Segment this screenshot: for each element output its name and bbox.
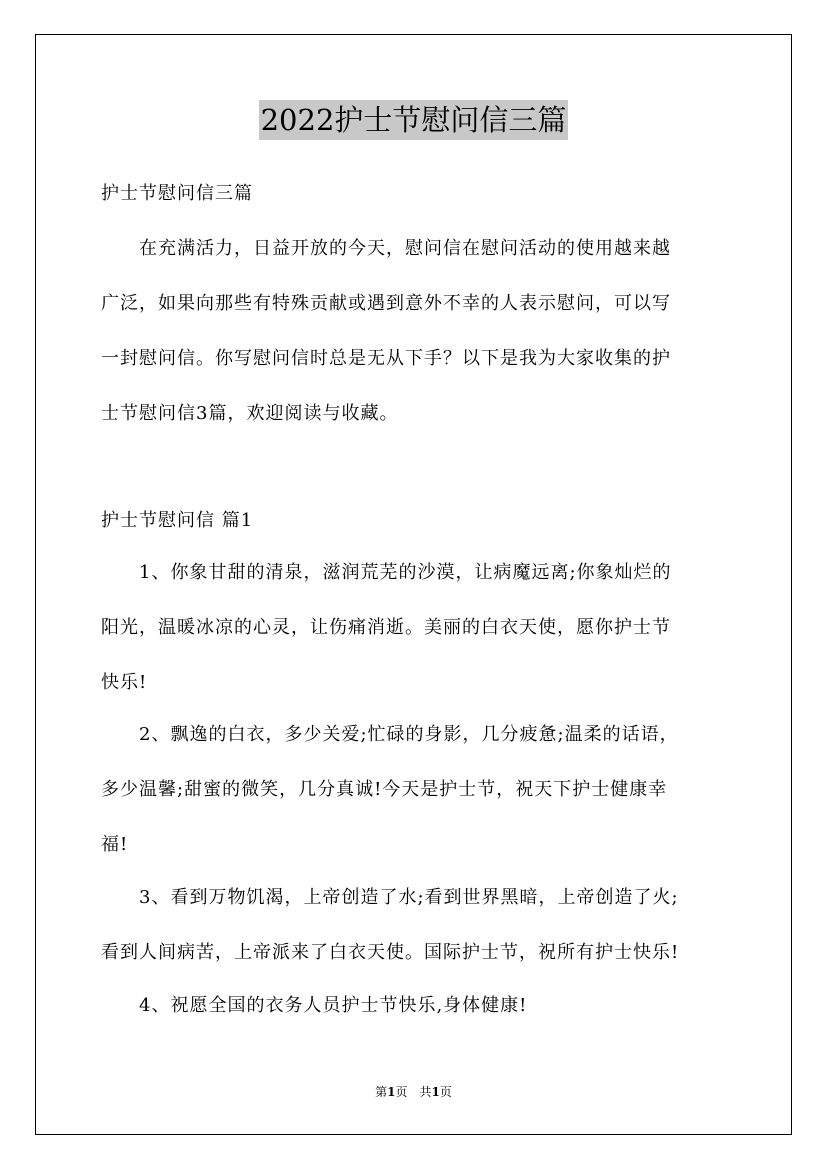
subtitle-line: 护士节慰问信三篇	[101, 183, 253, 204]
title-container	[0, 100, 827, 140]
wish-item-1	[101, 545, 727, 710]
wish-item-2	[101, 707, 727, 872]
footer-page-current: 1	[387, 1085, 396, 1099]
wish-line: 3、看到万物饥渴，上帝创造了水;看到世界黑暗，上帝创造了火;	[101, 887, 679, 908]
document-title: 2022护士节慰问信三篇	[259, 100, 569, 140]
footer-page-prefix: 第	[375, 1085, 388, 1099]
footer-page-mid: 页 共	[395, 1085, 432, 1099]
footer-page-total: 1	[431, 1085, 440, 1099]
wish-line: 阳光，温暖冰凉的心灵，让伤痛消逝。美丽的白衣天使，愿你护士节	[101, 617, 671, 638]
document-subtitle	[101, 166, 727, 221]
wish-line: 2、飘逸的白衣，多少关爱;忙碌的身影，几分疲惫;温柔的话语，	[101, 724, 679, 745]
wish-item-3	[101, 870, 727, 980]
wish-line: 多少温馨;甜蜜的微笑，几分真诚!今天是护士节，祝天下护士健康幸	[101, 779, 668, 800]
intro-line: 在充满活力，日益开放的今天，慰问信在慰问活动的使用越来越	[101, 238, 671, 259]
intro-line: 广泛，如果向那些有特殊贡献或遇到意外不幸的人表示慰问，可以写	[101, 293, 671, 314]
wish-item-4	[101, 978, 727, 1033]
wish-line: 快乐!	[101, 672, 148, 693]
intro-line: 士节慰问信3篇，欢迎阅读与收藏。	[101, 403, 399, 424]
section-heading	[101, 493, 727, 548]
section-heading-line: 护士节慰问信 篇1	[101, 510, 254, 531]
intro-paragraph	[101, 221, 727, 441]
wish-line: 4、祝愿全国的衣务人员护士节快乐,身体健康!	[101, 995, 528, 1016]
wish-line: 看到人间病苦，上帝派来了白衣天使。国际护士节，祝所有护士快乐!	[101, 942, 680, 963]
footer-page-suffix: 页	[439, 1085, 452, 1099]
wish-line: 福!	[101, 834, 129, 855]
page-footer	[0, 1084, 827, 1100]
wish-line: 1、你象甘甜的清泉，滋润荒芜的沙漠，让病魔远离;你象灿烂的	[101, 562, 672, 583]
intro-line: 一封慰问信。你写慰问信时总是无从下手？以下是我为大家收集的护	[101, 348, 671, 369]
